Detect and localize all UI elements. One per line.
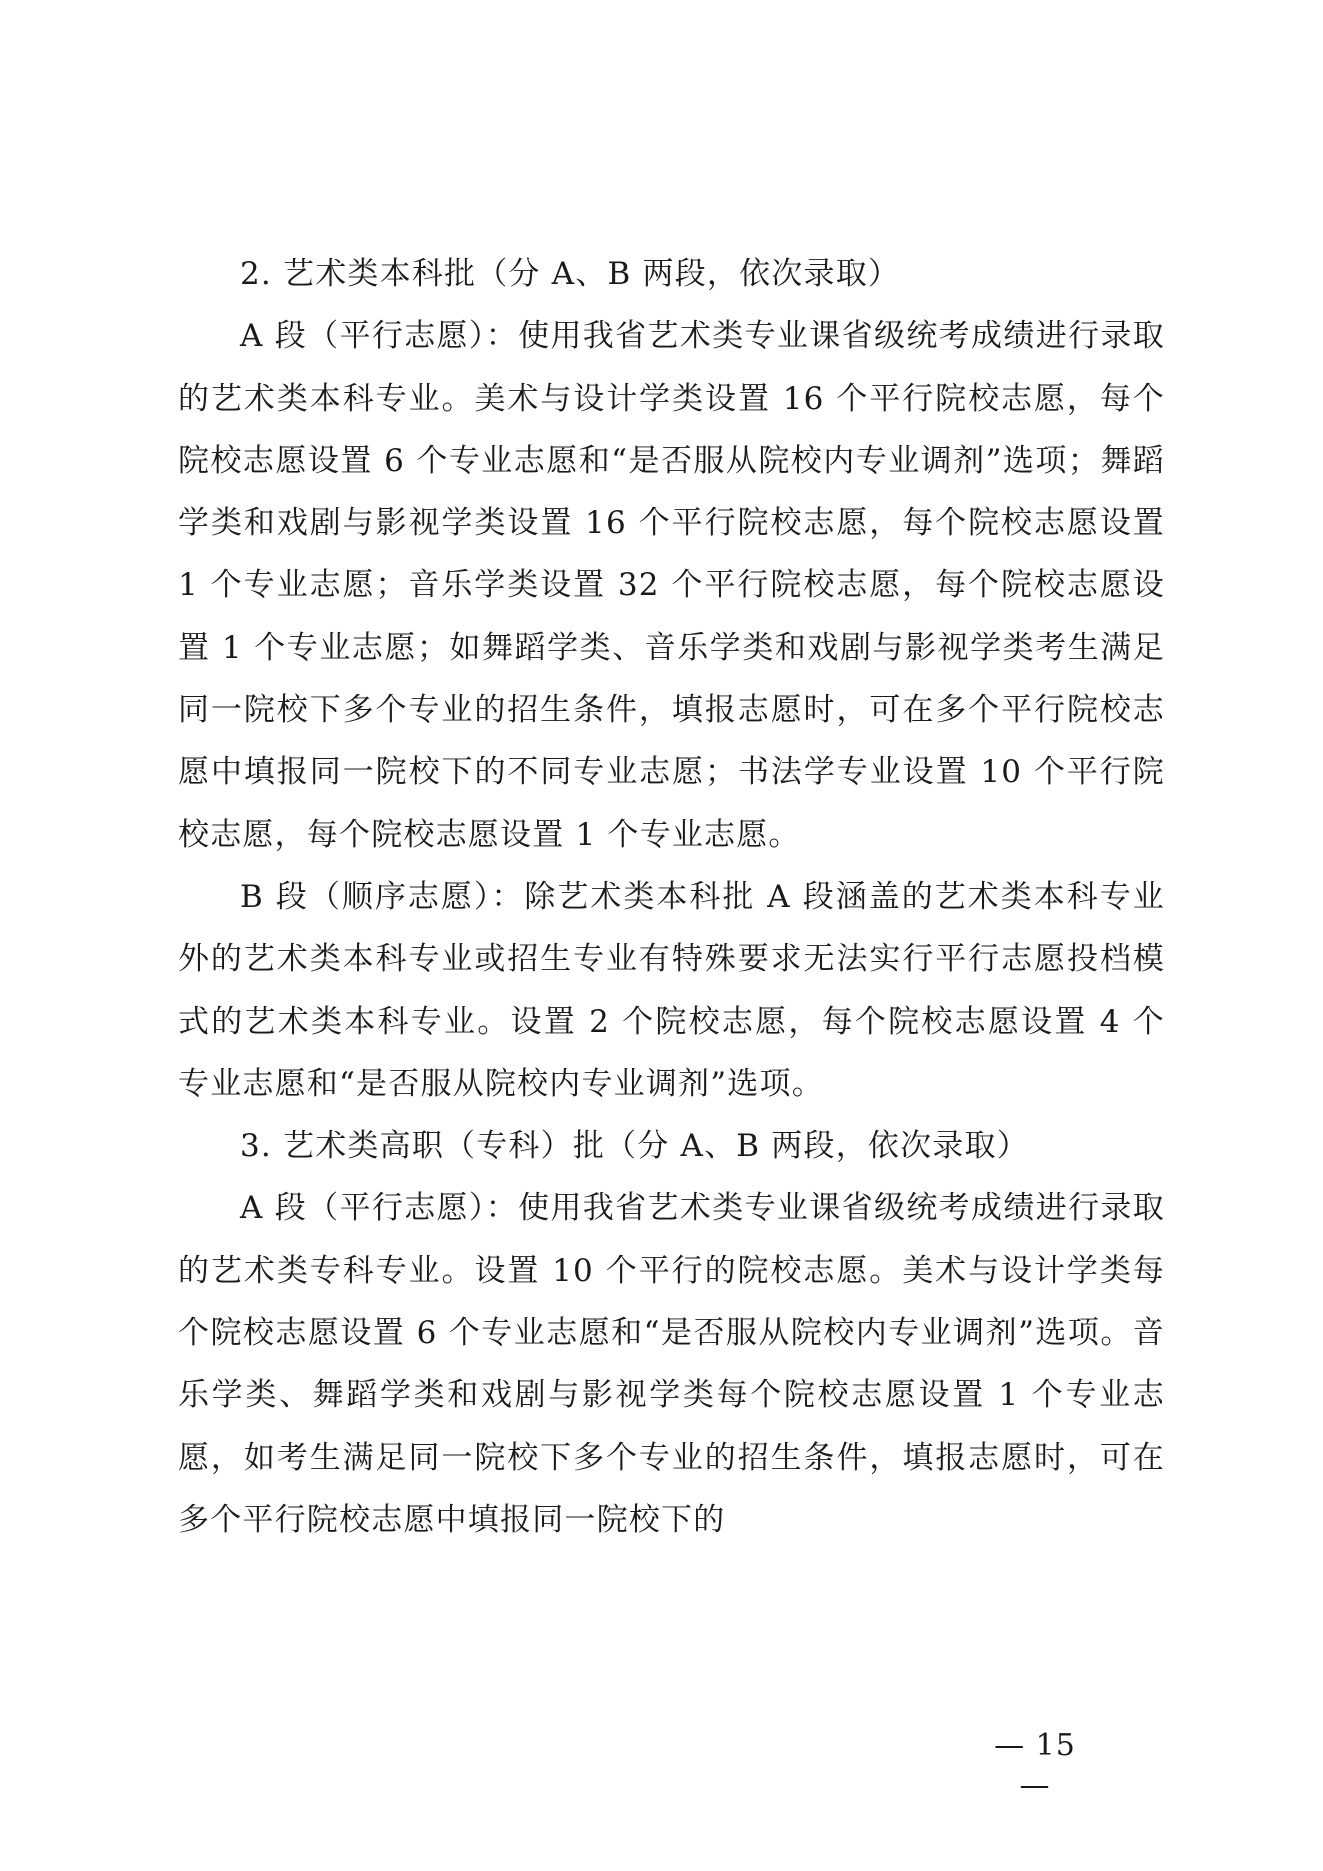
page-number: — 15 — xyxy=(994,1728,1076,1803)
section-heading-vocational: 3. 艺术类高职（专科）批（分 A、B 两段，依次录取） xyxy=(240,1128,1029,1165)
paragraph-undergraduate-b: B 段（顺序志愿）：除艺术类本科批 A 段涵盖的艺术类本科专业外的艺术类本科专业或招生专业有特殊要求无法实行平行志愿投档模式的艺术类本科专业。设置 2 个院校志愿，每个院校志愿设置 4 个专业志愿和“是否服从院校内专业调剂”选项。 xyxy=(178,878,1165,1102)
section-heading-undergraduate: 2. 艺术类本科批（分 A、B 两段，依次录取） xyxy=(240,256,901,292)
paragraph-undergraduate-a: A 段（平行志愿）：使用我省艺术类专业课省级统考成绩进行录取的艺术类本科专业。美术与设计学类设置 16 个平行院校志愿，每个院校志愿设置 6 个专业志愿和“是否服从院校内专业调剂”选项；舞蹈学类和戏剧与影视学类设置 16 个平行院校志愿，每个院校志愿设置 1 个专业志愿；音乐学类设置 32 个平行院校志愿，每个院校志愿设置 1 个专业志愿；如舞蹈学类、音乐学类和戏剧与影视学类考生满足同一院校下多个专业的招生条件，填报志愿时，可在多个平行院校志愿中填报同一院校下的不同专业志愿；书法学专业设置 10 个平行院校志愿，每个院校志愿设置 1 个专业志愿。 xyxy=(178,318,1165,853)
paragraph-vocational-a: A 段（平行志愿）：使用我省艺术类专业课省级统考成绩进行录取的艺术类专科专业。设置 10 个平行的院校志愿。美术与设计学类每个院校志愿设置 6 个专业志愿和“是否服从院校内专业调剂”选项。音乐学类、舞蹈学类和戏剧与影视学类每个院校志愿设置 1 个专业志愿，如考生满足同一院校下多个专业的招生条件，填报志愿时，可在多个平行院校志愿中填报同一院校下的 xyxy=(178,1190,1165,1538)
document-body xyxy=(178,243,1165,1551)
